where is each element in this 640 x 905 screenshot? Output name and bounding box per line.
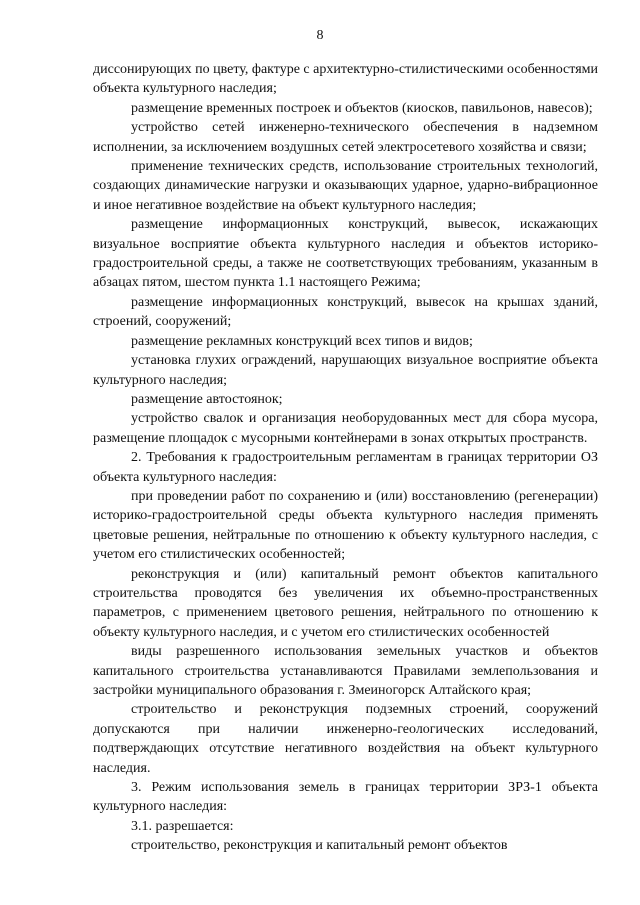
- document-body: [93, 60, 598, 856]
- paragraph: при проведении работ по сохранению и (или) восстановлению (регенерации) историко-градостроительной среды объекта культурного наследия применять цветовые решения, нейтральные по отношению к объекту культурного наследия, с учетом его стилистических особенностей;: [93, 488, 598, 563]
- paragraph: диссонирующих по цвету, фактуре с архитектурно-стилистическими особенностями объекта культурного наследия;: [93, 62, 598, 97]
- subsection-heading-3-1: 3.1. разрешается:: [131, 818, 234, 834]
- paragraph: применение технических средств, использование строительных технологий, создающих динамические нагрузки и оказывающих ударное, ударно-вибрационное и иное негативное воздействие на объект культурного наследия;: [93, 159, 598, 213]
- paragraph: реконструкция и (или) капитальный ремонт объектов капитального строительства проводятся без увеличения их объемно-пространственных параметров, с применением цветового решения, нейтрального по отношению к объекту культурного наследия, и с учетом его стилистических особенностей: [93, 566, 598, 640]
- paragraph: устройство сетей инженерно-технического обеспечения в надземном исполнении, за исключением воздушных сетей электросетевого хозяйства и связи;: [93, 120, 598, 155]
- paragraph: размещение автостоянок;: [131, 391, 283, 407]
- paragraph: строительство, реконструкция и капитальный ремонт объектов: [131, 838, 508, 854]
- paragraph: размещение информационных конструкций, вывесок, искажающих визуальное восприятие объекта культурного наследия и объектов историко-градостроительной среды, а также не соответствующих требованиям, указанным в абзацах пятом, шестом пункта 1.1 настоящего Режима;: [93, 217, 598, 291]
- paragraph: виды разрешенного использования земельных участков и объектов капитального строительства устанавливаются Правилами землепользования и застройки муниципального образования г. Змеиногорск Алтайского края;: [93, 644, 598, 698]
- page-number: 8: [316, 28, 324, 43]
- section-heading-2: 2. Требования к градостроительным регламентам в границах территории ОЗ объекта культурного наследия:: [93, 450, 598, 485]
- paragraph: устройство свалок и организация необорудованных мест для сбора мусора, размещение площадок с мусорными контейнерами в зонах открытых пространств.: [93, 411, 598, 446]
- paragraph: строительство и реконструкция подземных строений, сооружений допускаются при наличии инженерно-геологических исследований, подтверждающих отсутствие негативного воздействия на объект культурного наследия.: [93, 702, 598, 776]
- section-heading-3: 3. Режим использования земель в границах территории ЗРЗ-1 объекта культурного наследия:: [93, 780, 598, 815]
- paragraph: размещение информационных конструкций, вывесок на крышах зданий, строений, сооружений;: [93, 294, 598, 330]
- paragraph: установка глухих ограждений, нарушающих визуальное восприятие объекта культурного наследия;: [93, 353, 598, 388]
- paragraph: размещение рекламных конструкций всех типов и видов;: [131, 333, 473, 349]
- paragraph: размещение временных построек и объектов (киосков, павильонов, навесов);: [131, 100, 593, 116]
